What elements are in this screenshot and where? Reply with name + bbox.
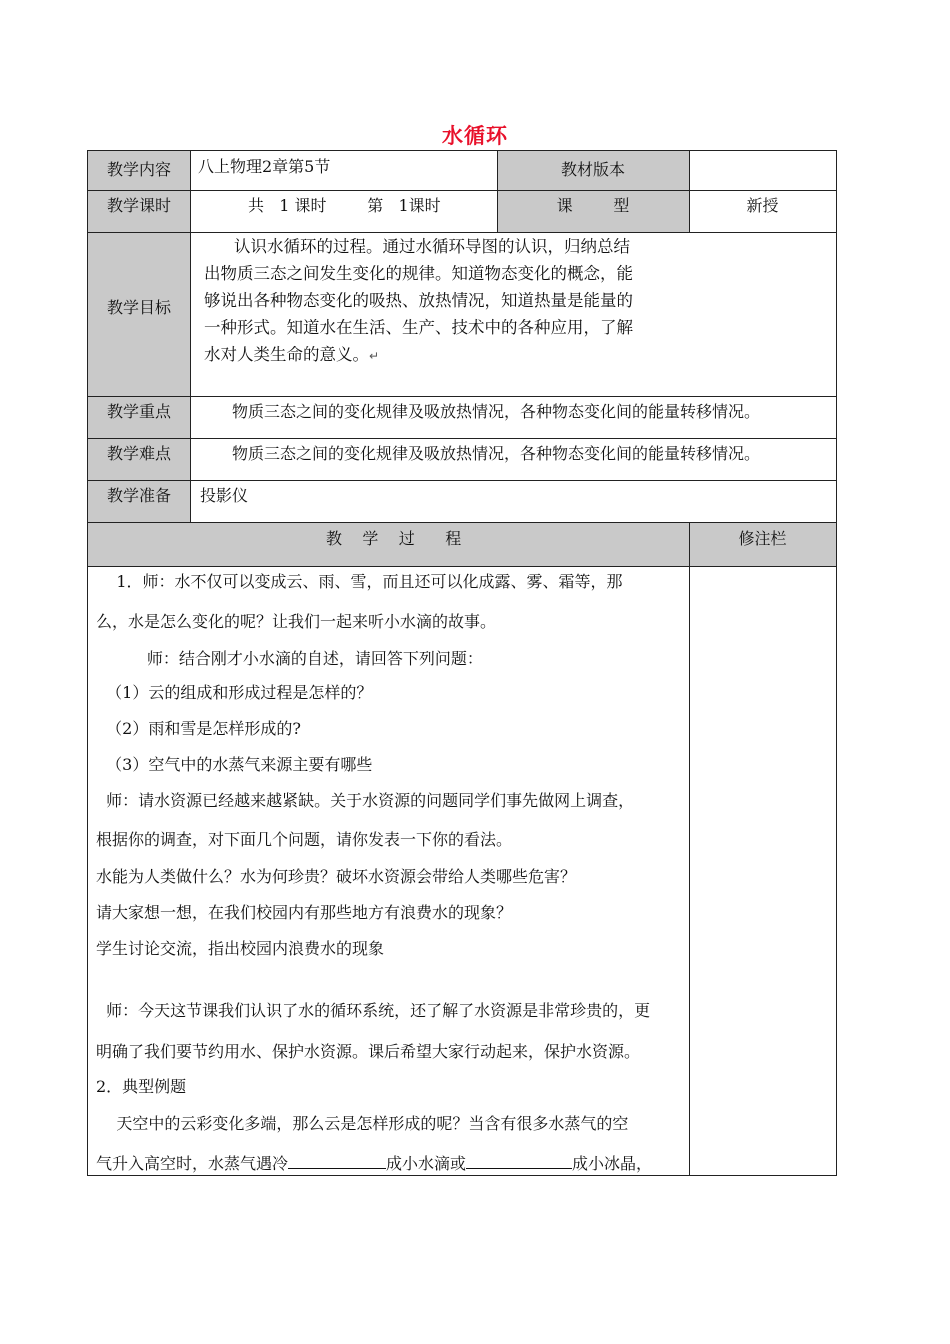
process-line: （1）云的组成和形成过程是怎样的？ <box>96 683 373 702</box>
process-line: 学生讨论交流，指出校园内浪费水的现象 <box>96 939 385 958</box>
difficulty-value: 物质三态之间的变化规律及吸放热情况，各种物态变化间的能量转移情况。 <box>232 444 761 463</box>
goal-line: 出物质三态之间发生变化的规律。知道物态变化的概念，能 <box>204 264 633 283</box>
prep-label: 教学准备 <box>106 486 171 505</box>
process-line: （2）雨和雪是怎样形成的? <box>96 719 301 738</box>
process-line: 师：请水资源已经越来越紧缺。关于水资源的问题同学们事先做网上调查， <box>96 791 635 810</box>
process-line: 请大家想一想，在我们校园内有那些地方有浪费水的现象？ <box>96 903 513 922</box>
answer-blank-2[interactable] <box>466 1154 572 1169</box>
return-mark-icon: ↵ <box>369 349 380 363</box>
process-line: 1．师：水不仅可以变成云、雨、雪，而且还可以化成露、雾、霜等，那 <box>96 572 623 591</box>
process-line: 天空中的云彩变化多端，那么云是怎样形成的呢？当含有很多水蒸气的空 <box>96 1114 629 1133</box>
process-line: （3）空气中的水蒸气来源主要有哪些 <box>96 755 373 774</box>
focus-label: 教学重点 <box>106 402 171 421</box>
goal-line: 够说出各种物态变化的吸热、放热情况，知道热量是能量的 <box>204 291 633 310</box>
edition-label: 教材版本 <box>560 160 625 179</box>
process-line: 师：今天这节课我们认识了水的循环系统，还了解了水资源是非常珍贵的，更 <box>96 1001 651 1020</box>
hours-value: 共 1 课时 第 1课时 <box>248 196 441 215</box>
type-value: 新授 <box>746 196 779 215</box>
fill-in-line <box>96 1154 652 1174</box>
goal-label: 教学目标 <box>106 298 171 317</box>
content-label: 教学内容 <box>106 160 171 179</box>
process-header: 教 学 过 程 <box>326 529 462 548</box>
content-value: 八上物理2章第5节 <box>198 157 331 176</box>
goal-line: 一种形式。知道水在生活、生产、技术中的各种应用，了解 <box>204 318 633 337</box>
goal-line: 水对人类生命的意义。 <box>204 345 369 364</box>
document-title: 水循环 <box>442 124 508 148</box>
process-line: 师：结合刚才小水滴的自述，请回答下列问题： <box>96 649 483 668</box>
process-line: 明确了我们要节约用水、保护水资源。课后希望大家行动起来，保护水资源。 <box>96 1042 641 1061</box>
goal-line: 认识水循环的过程。通过水循环导图的认识，归纳总结 <box>234 237 630 256</box>
prep-value: 投影仪 <box>200 486 249 505</box>
difficulty-label: 教学难点 <box>106 444 171 463</box>
process-line: 么，水是怎么变化的呢？让我们一起来听小水滴的故事。 <box>96 612 497 631</box>
fill-text-1: 气升入高空时，水蒸气遇冷 <box>96 1154 289 1173</box>
process-line: 水能为人类做什么？水为何珍贵？破坏水资源会带给人类哪些危害？ <box>96 867 577 886</box>
goal-line-last <box>204 341 660 370</box>
answer-blank-1[interactable] <box>288 1154 386 1169</box>
process-line: 2．典型例题 <box>96 1077 187 1096</box>
fill-text-3: 成小冰晶， <box>572 1154 653 1173</box>
focus-value: 物质三态之间的变化规律及吸放热情况，各种物态变化间的能量转移情况。 <box>232 402 761 421</box>
goal-text <box>204 233 660 370</box>
fill-text-2: 成小水滴或 <box>386 1154 467 1173</box>
hours-label: 教学课时 <box>106 196 171 215</box>
type-label: 课 型 <box>556 196 630 215</box>
notes-header: 修注栏 <box>738 529 787 548</box>
process-line: 根据你的调查，对下面几个问题，请你发表一下你的看法。 <box>96 830 513 849</box>
